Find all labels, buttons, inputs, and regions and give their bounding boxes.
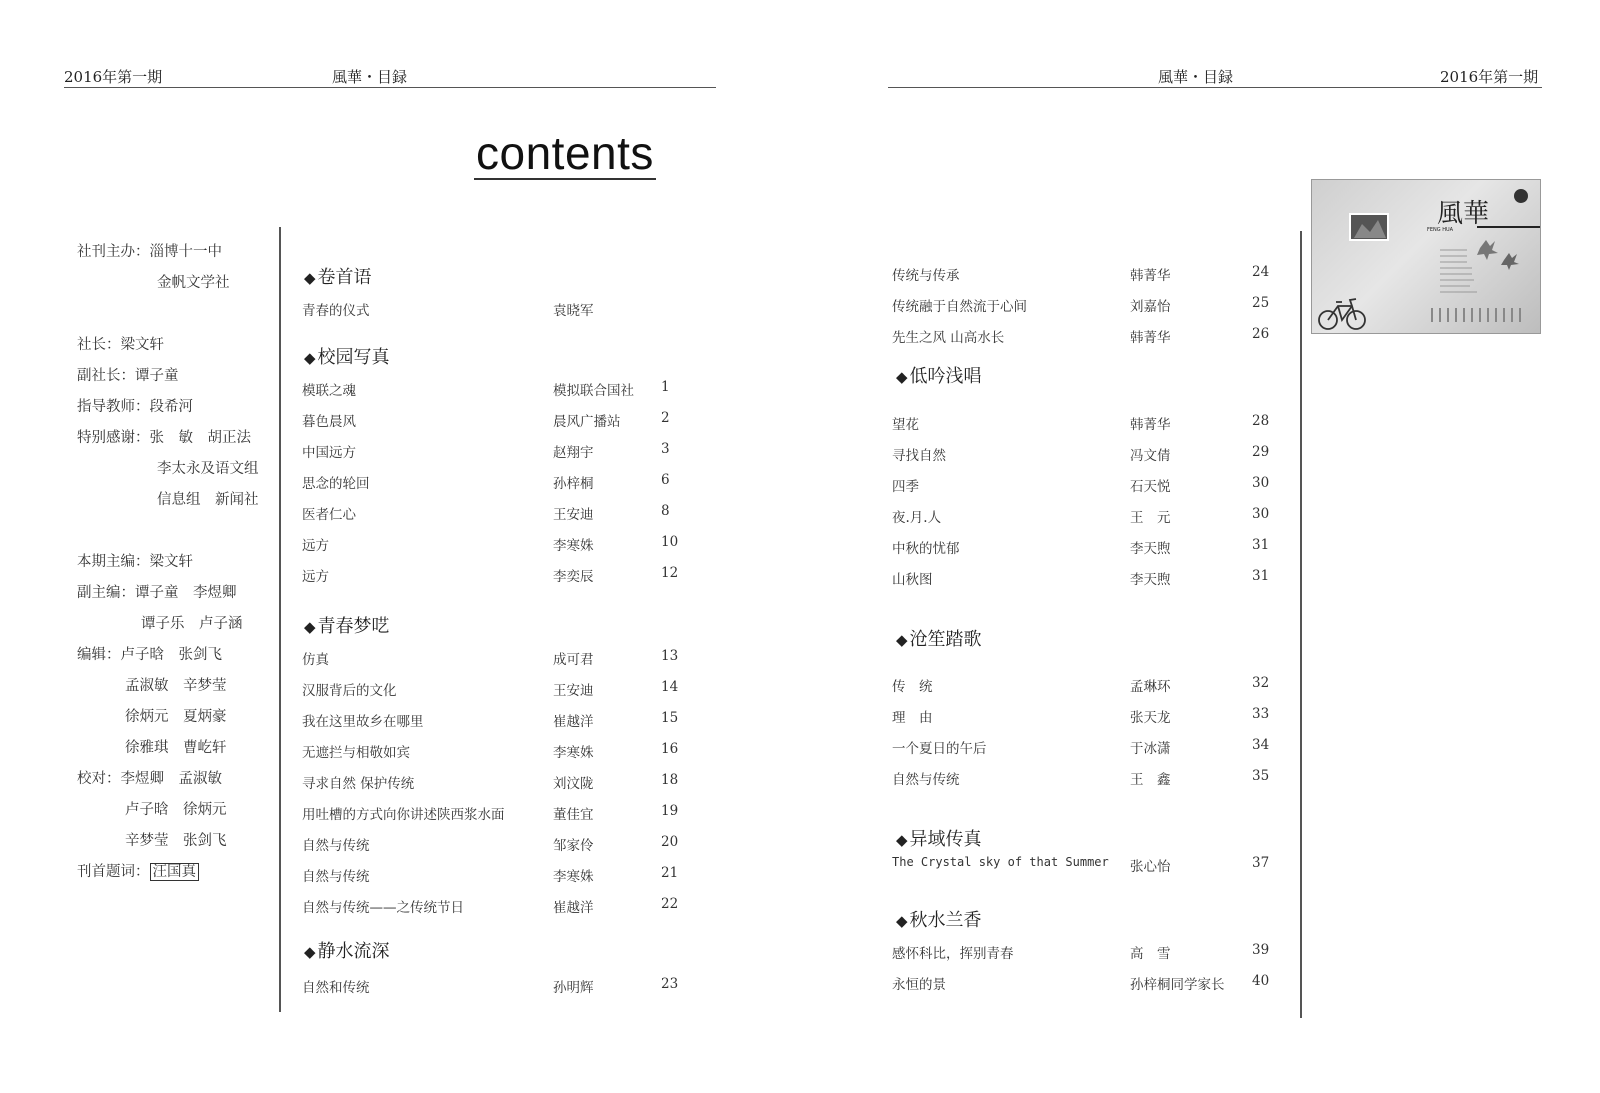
toc-entry-title: 暮色晨风 [302,414,356,430]
toc-entry-title: 理 由 [892,710,933,726]
toc-entry-page: 35 [1252,768,1270,784]
toc-entry-page: 15 [661,710,679,726]
diamond-bullet-icon: ◆ [896,912,908,930]
toc-entry-page: 33 [1252,706,1270,722]
toc-entry-author: 高 雪 [1130,946,1171,962]
toc-entry-author: 王安迪 [553,683,594,699]
toc-entry-author: 王 鑫 [1130,772,1171,788]
toc-entry-author: 李寒姝 [553,869,594,885]
toc-entry-author: 王 元 [1130,510,1171,526]
diamond-bullet-icon: ◆ [896,831,908,849]
toc-entry-page: 13 [661,648,679,664]
toc-entry-title: 我在这里故乡在哪里 [302,714,424,730]
toc-entry-title: 远方 [302,569,329,585]
toc-entry-page: 1 [661,379,670,395]
masthead-line: 辛梦莹 张剑飞 [125,833,227,849]
toc-entry-title: 永恒的景 [892,977,946,993]
toc-entry-title: 夜.月.人 [892,510,942,526]
masthead-line: 指导教师：段希河 [77,399,193,415]
toc-entry-page: 32 [1252,675,1270,691]
masthead-line: 徐炳元 夏炳豪 [125,709,227,725]
toc-entry-page: 2 [661,410,670,426]
section-heading [304,612,390,638]
toc-entry-page: 34 [1252,737,1270,753]
toc-entry-title: 先生之风 山高水长 [892,330,1005,346]
toc-entry-page: 3 [661,441,670,457]
toc-entry-page: 16 [661,741,679,757]
toc-entry-title: 模联之魂 [302,383,356,399]
toc-entry-page: 29 [1252,444,1270,460]
toc-entry-author: 赵翔宇 [553,445,594,461]
section-title: 青春梦呓 [317,616,390,637]
toc-entry-title: 传统与传承 [892,268,960,284]
toc-entry-page: 21 [661,865,679,881]
toc-entry-page: 20 [661,834,679,850]
calligrapher-name: 汪国真 [150,863,200,881]
masthead-line: 孟淑敏 辛梦莹 [125,678,227,694]
toc-entry-page: 12 [661,565,679,581]
toc-entry-author: 孙梓桐 [553,476,594,492]
toc-entry-author: 于冰潇 [1130,741,1171,757]
toc-entry-page: 10 [661,534,679,550]
section-heading [304,343,390,369]
toc-entry-author: 模拟联合国社 [553,383,634,399]
diamond-bullet-icon: ◆ [304,618,316,636]
calligraphy-label: 刊首题词： [77,864,150,880]
section-title: 秋水兰香 [909,910,982,931]
toc-entry-author: 王安迪 [553,507,594,523]
toc-entry-page: 40 [1252,973,1270,989]
section-title: 静水流深 [317,941,390,962]
toc-entry-page: 23 [661,976,679,992]
toc-entry-title: 自然与传统 [892,772,960,788]
toc-entry-title: 传 统 [892,679,933,695]
toc-entry-page: 39 [1252,942,1270,958]
toc-entry-page: 25 [1252,295,1270,311]
section-title: 沧笙踏歌 [909,629,982,650]
masthead-line: 编辑：卢子晗 张剑飞 [77,647,222,663]
toc-entry-title: The Crystal sky of that Summer [892,855,1109,869]
masthead-line: 特别感谢：张 敏 胡正法 [77,430,251,446]
toc-entry-title: 自然和传统 [302,980,370,996]
toc-entry-author: 李天煦 [1130,541,1171,557]
section-heading [896,362,982,388]
toc-entry-title: 山秋图 [892,572,933,588]
toc-entry-page: 22 [661,896,679,912]
toc-entry-title: 寻求自然 保护传统 [302,776,415,792]
toc-entry-title: 用吐槽的方式向你讲述陕西浆水面 [302,807,505,823]
toc-entry-page: 37 [1252,855,1270,871]
header-title-right: 風華・目録 [1158,68,1234,86]
diamond-bullet-icon: ◆ [896,631,908,649]
toc-entry-author: 袁晓军 [553,303,594,319]
toc-entry-title: 医者仁心 [302,507,356,523]
masthead-line: 谭子乐 卢子涵 [141,616,243,632]
toc-entry-page: 30 [1252,475,1270,491]
masthead-line: 金帆文学社 [157,275,230,291]
toc-entry-author: 刘嘉怡 [1130,299,1171,315]
toc-entry-page: 8 [661,503,670,519]
toc-entry-page: 19 [661,803,679,819]
page-title: contents [476,127,654,179]
section-title: 校园写真 [317,347,390,368]
toc-entry-author: 晨风广播站 [553,414,621,430]
diamond-bullet-icon: ◆ [304,943,316,961]
toc-entry-title: 自然与传统——之传统节日 [302,900,464,916]
toc-entry-title: 无遮拦与相敬如宾 [302,745,410,761]
masthead-line [77,860,199,881]
toc-entry-author: 张天龙 [1130,710,1171,726]
toc-entry-author: 邹家伶 [553,838,594,854]
masthead-line: 副主编：谭子童 李煜卿 [77,585,237,601]
toc-entry-page: 30 [1252,506,1270,522]
masthead-line: 校对：李煜卿 孟淑敏 [77,771,222,787]
toc-entry-title: 一个夏日的午后 [892,741,987,757]
toc-entry-title: 自然与传统 [302,869,370,885]
diamond-bullet-icon: ◆ [304,269,316,287]
toc-entry-page: 6 [661,472,670,488]
divider-left [279,227,281,1012]
diamond-bullet-icon: ◆ [896,368,908,386]
cover-thumbnail [1311,179,1541,334]
toc-entry-author: 李寒姝 [553,538,594,554]
toc-entry-author: 李奕辰 [553,569,594,585]
diamond-bullet-icon: ◆ [304,349,316,367]
toc-entry-author: 韩菁华 [1130,268,1171,284]
toc-entry-author: 孙梓桐同学家长 [1130,977,1225,993]
toc-entry-author: 石天悦 [1130,479,1171,495]
masthead-line: 信息组 新闻社 [157,492,259,508]
toc-entry-title: 中秋的忧郁 [892,541,960,557]
toc-entry-page: 28 [1252,413,1270,429]
masthead-line: 徐雅琪 曹屹轩 [125,740,227,756]
toc-entry-title: 感怀科比，挥别青春 [892,946,1014,962]
cover-logo: 風華 [1437,199,1490,229]
toc-entry-author: 冯文倩 [1130,448,1171,464]
toc-entry-title: 青春的仪式 [302,303,370,319]
toc-entry-page: 26 [1252,326,1270,342]
section-title: 卷首语 [317,267,372,288]
toc-entry-author: 韩菁华 [1130,330,1171,346]
toc-entry-page: 31 [1252,537,1270,553]
masthead-line: 卢子晗 徐炳元 [125,802,227,818]
masthead-line: 社长：梁文轩 [77,337,164,353]
toc-entry-page: 24 [1252,264,1270,280]
masthead-line: 李太永及语文组 [157,461,259,477]
section-heading [896,625,982,651]
toc-entry-author: 孙明辉 [553,980,594,996]
header-rule-right [888,87,1542,88]
toc-entry-author: 成可君 [553,652,594,668]
toc-entry-author: 张心怡 [1130,859,1171,875]
toc-entry-title: 思念的轮回 [302,476,370,492]
cover-illustration [1312,180,1540,333]
toc-entry-title: 四季 [892,479,919,495]
header-rule-left [64,87,716,88]
section-heading [896,825,982,851]
toc-entry-title: 中国远方 [302,445,356,461]
toc-entry-title: 仿真 [302,652,329,668]
cover-latin: FENG HUA [1427,227,1454,233]
toc-entry-title: 望花 [892,417,919,433]
toc-entry-page: 31 [1252,568,1270,584]
header-title-left: 風華・目録 [332,68,408,86]
divider-right [1300,231,1302,1018]
section-title: 异域传真 [909,829,982,850]
toc-entry-author: 崔越洋 [553,900,594,916]
header-issue-left: 2016年第一期 [64,68,163,86]
toc-entry-page: 18 [661,772,679,788]
toc-entry-author: 李寒姝 [553,745,594,761]
toc-entry-title: 汉服背后的文化 [302,683,397,699]
section-heading [896,906,982,932]
toc-entry-author: 董佳宜 [553,807,594,823]
masthead-line: 副社长：谭子童 [77,368,179,384]
masthead-line: 本期主编：梁文轩 [77,554,193,570]
toc-entry-author: 孟琳环 [1130,679,1171,695]
toc-entry-author: 崔越洋 [553,714,594,730]
header-issue-right: 2016年第一期 [1440,68,1539,86]
section-title: 低吟浅唱 [909,366,982,387]
toc-entry-title: 寻找自然 [892,448,946,464]
toc-entry-page: 14 [661,679,679,695]
section-heading [304,937,390,963]
toc-entry-title: 传统融于自然流于心间 [892,299,1027,315]
masthead-line: 社刊主办：淄博十一中 [77,244,222,260]
section-heading [304,263,372,289]
toc-entry-title: 远方 [302,538,329,554]
toc-entry-author: 刘汶陇 [553,776,594,792]
toc-entry-author: 韩菁华 [1130,417,1171,433]
toc-entry-title: 自然与传统 [302,838,370,854]
toc-entry-author: 李天煦 [1130,572,1171,588]
